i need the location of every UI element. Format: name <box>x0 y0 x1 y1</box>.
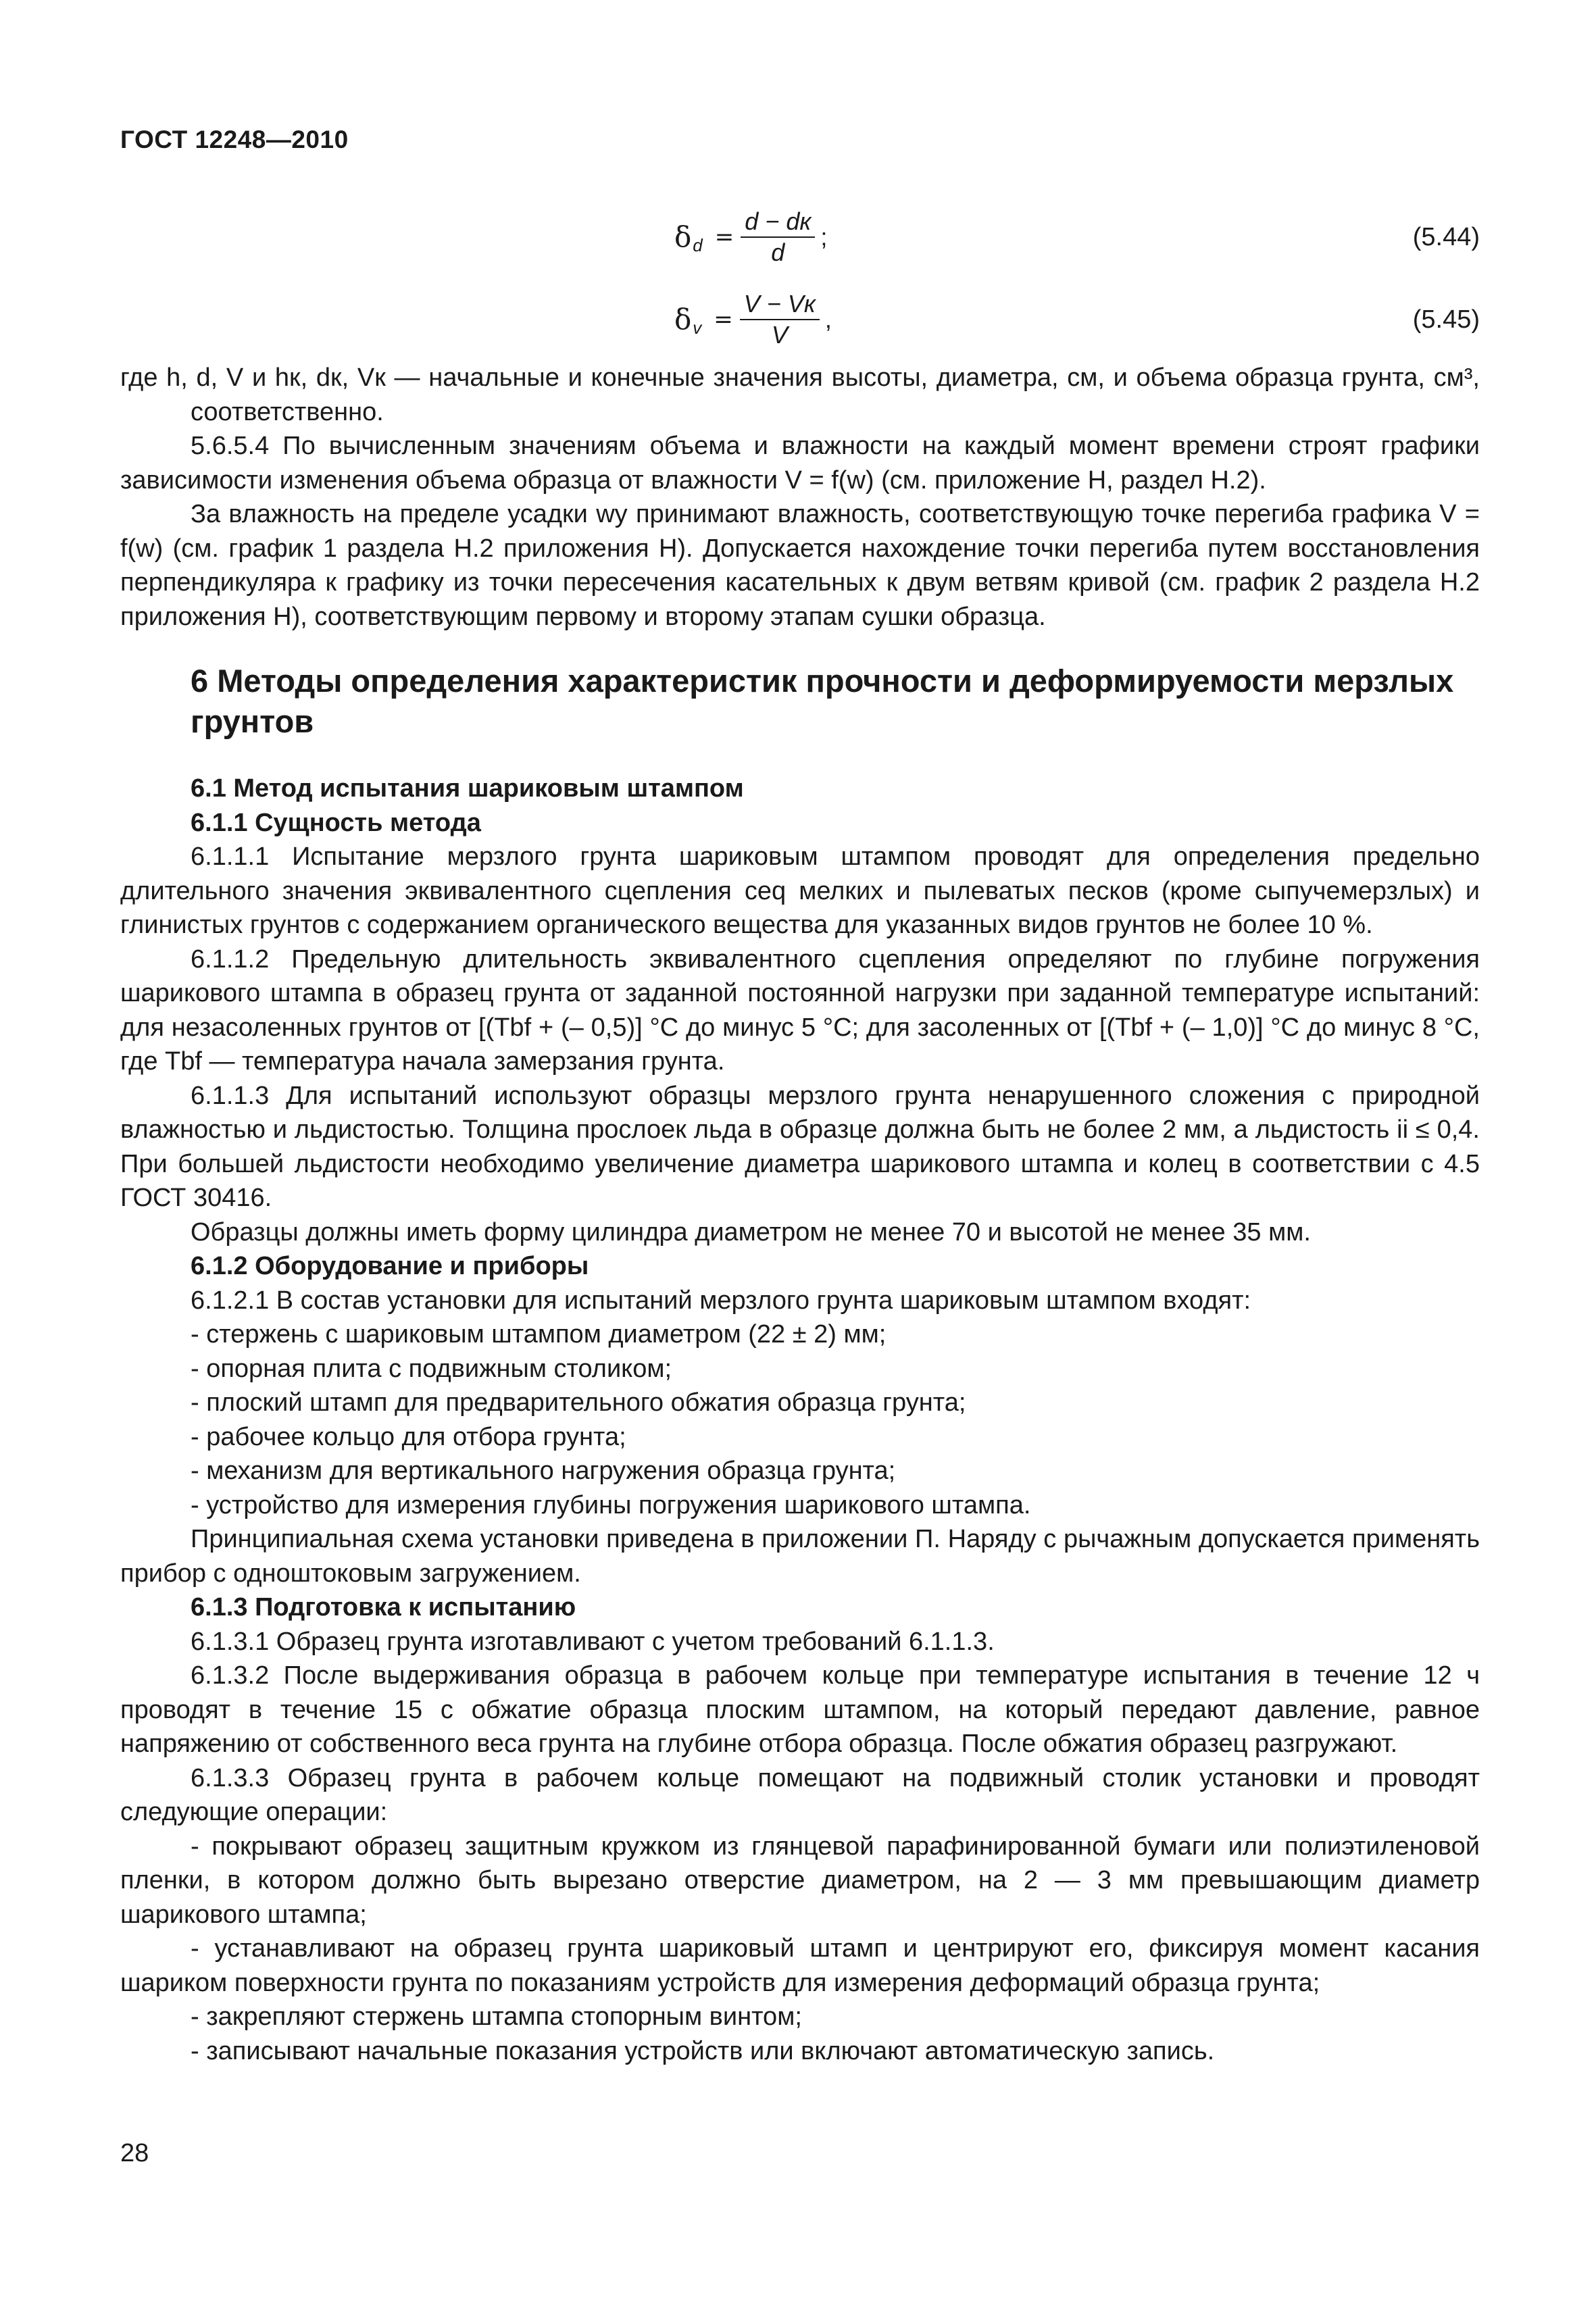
list-item: - устанавливают на образец грунта шариковый штамп и центрируют его, фиксируя момент касания шариком поверхности грунта по показаниям устройств для измерения деформаций образца грунта; <box>120 1934 1480 1997</box>
list-item: - рабочее кольцо для отбора грунта; <box>191 1422 626 1451</box>
equals-sign: = <box>714 223 734 251</box>
formula-symbol: δ <box>674 220 692 253</box>
formula-subscript: v <box>693 317 702 338</box>
fraction <box>741 207 815 268</box>
formula-subscript: d <box>693 234 703 255</box>
paragraph: Принципиальная схема установки приведена в приложении П. Наряду с рычажным допускается применять прибор с одноштоковым загружением. <box>120 1525 1480 1588</box>
formula-number: (5.44) <box>1412 222 1480 251</box>
subsection-heading: 6.1 Метод испытания шариковым штампом <box>191 774 744 803</box>
paragraph: 5.6.5.4 По вычисленным значениям объема и влажности на каждый момент времени строят графики зависимости изменения объема образца от влажности V = f(w) (см. приложение Н, раздел Н.2). <box>120 432 1480 495</box>
formula-5-44 <box>120 196 1480 278</box>
list-item: - покрывают образец защитным кружком из глянцевой парафинированной бумаги или полиэтиленовой пленки, в котором должно быть вырезано отверстие диаметром, на 2 — 3 мм превышающим диаметр шарикового штампа; <box>120 1832 1480 1929</box>
fraction-denominator: d <box>771 238 785 266</box>
list-item: - устройство для измерения глубины погружения шарикового штампа. <box>191 1490 1031 1519</box>
list-item: - закрепляют стержень штампа стопорным винтом; <box>191 2003 802 2031</box>
paragraph: Образцы должны иметь форму цилиндра диаметром не менее 70 и высотой не менее 35 мм. <box>191 1217 1311 1247</box>
paragraph: 6.1.3.2 После выдерживания образца в рабочем кольце при температуре испытания в течение 12 ч проводят в течение 15 с обжатие образца плоским штампом, на который передают давление, равное напряжению от собственного веса грунта на глубине отбора образца. После обжатия образец разгружают. <box>120 1661 1480 1758</box>
paragraph: 6.1.3.3 Образец грунта в рабочем кольце помещают на подвижный столик установки и проводят следующие операции: <box>120 1763 1480 1826</box>
list-item: - механизм для вертикального нагружения образца грунта; <box>191 1457 896 1485</box>
formula-punctuation: ; <box>820 222 828 251</box>
list-item: - стержень с шариковым штампом диаметром (22 ± 2) мм; <box>191 1320 887 1349</box>
formula-expression <box>674 196 827 278</box>
equals-sign: = <box>714 305 733 333</box>
paragraph: 6.1.1.3 Для испытаний используют образцы мерзлого грунта ненарушенного сложения с природной влажностью и льдистостью. Толщина прослоек льда в образце должна быть не более 2 мм, а льдистость ii ≤ 0,4. При большей льдистости необходимо увеличение диаметра шарикового штампа и колец в соответствии с 4.5 ГОСТ 30416. <box>120 1081 1480 1212</box>
paragraph: 6.1.1.2 Предельную длительность эквивалентного сцепления определяют по глубине погружения шарикового штампа в образец грунта от заданной постоянной нагрузки при заданной температуре испытаний: для незасоленных грунтов от [(Tbf + (– 0,5)] °C до минус 5 °C; для засоленных от [(Tbf + (– 1,0)] °C до минус 8 °C, где Tbf — температура начала замерзания грунта. <box>120 945 1480 1076</box>
list-item: - опорная плита с подвижным столиком; <box>191 1354 672 1383</box>
section-heading: 6 Методы определения характеристик прочности и деформируемости мерзлых грунтов <box>191 663 1454 739</box>
clause-heading: 6.1.3 Подготовка к испытанию <box>191 1593 576 1621</box>
paragraph: 6.1.1.1 Испытание мерзлого грунта шариковым штампом проводят для определения предельно длительного значения эквивалентного сцепления ceq мелких и пылеватых песков (кроме сыпучемерзлых) и глинистых грунтов с содержанием органического вещества для указанных видов грунтов не более 10 %. <box>120 842 1480 939</box>
formula-5-45 <box>120 278 1480 361</box>
formula-number: (5.45) <box>1412 305 1480 334</box>
document-body <box>120 196 1480 2068</box>
paragraph: где h, d, V и hк, dк, Vк — начальные и конечные значения высоты, диаметра, см, и объема образца грунта, см³, соответственно. <box>120 363 1480 426</box>
clause-heading: 6.1.1 Сущность метода <box>191 808 481 837</box>
paragraph: 6.1.3.1 Образец грунта изготавливают с учетом требований 6.1.1.3. <box>191 1627 995 1656</box>
list-item: - записывают начальные показания устройств или включают автоматическую запись. <box>191 2036 1215 2065</box>
paragraph: 6.1.2.1 В состав установки для испытаний мерзлого грунта шариковым штампом входят: <box>191 1286 1251 1315</box>
document-header: ГОСТ 12248—2010 <box>120 126 349 153</box>
list-item: - плоский штамп для предварительного обжатия образца грунта; <box>191 1388 966 1417</box>
formula-expression <box>674 278 832 361</box>
formula-punctuation: , <box>824 305 832 333</box>
fraction-denominator: V <box>771 321 788 349</box>
clause-heading: 6.1.2 Оборудование и приборы <box>191 1252 589 1280</box>
fraction-numerator: d − dк <box>741 207 815 238</box>
page-number: 28 <box>120 2139 149 2167</box>
paragraph: За влажность на пределе усадки wу принимают влажность, соответствующую точке перегиба графика V = f(w) (см. график 1 раздела Н.2 приложения Н). Допускается нахождение точки перегиба путем восстановления перпендикуляра к графику из точки пересечения касательных к двум ветвям кривой (см. график 2 раздела Н.2 приложения Н), соответствующим первому и второму этапам сушки образца. <box>120 500 1480 631</box>
fraction-numerator: V − Vк <box>740 289 820 320</box>
fraction <box>740 289 820 350</box>
paragraph-list <box>120 361 1480 2068</box>
formula-symbol: δ <box>674 302 692 336</box>
